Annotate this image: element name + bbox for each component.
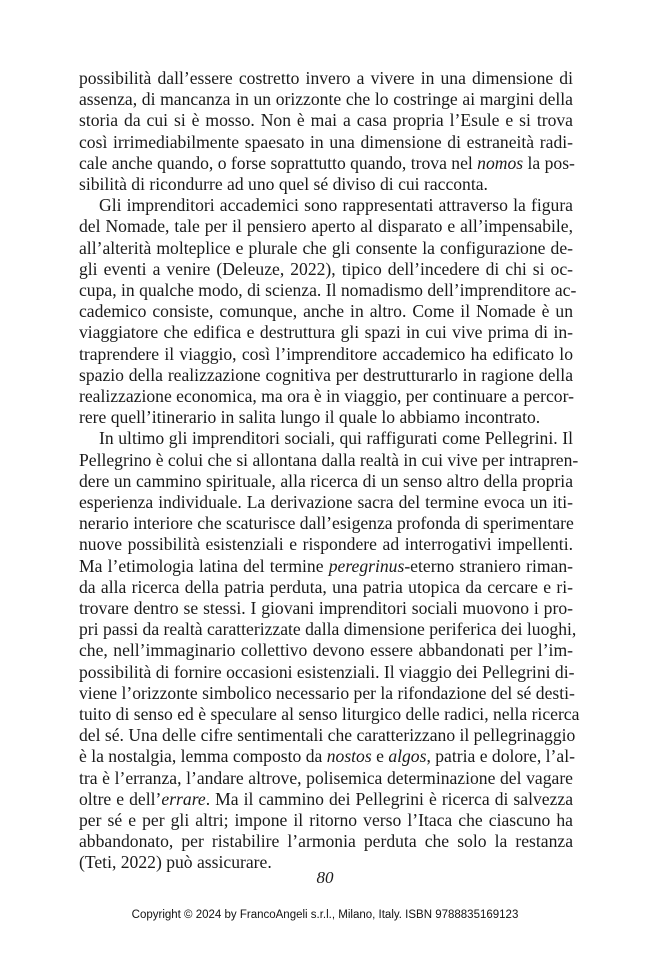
text-line [99,195,573,216]
text-line [79,619,577,640]
text-line [79,110,573,131]
text-line [79,322,573,343]
copyright-notice: Copyright © 2024 by FrancoAngeli s.r.l., Milano, Italy. ISBN 9788835169123 [131,909,519,921]
text-line [79,534,573,555]
text-line [79,598,573,619]
text-span: viaggiatore che edifica e destruttura gli spazi in cui vive prima di in- [79,322,573,343]
text-span: del sé. Una delle cifre sentimentali che caratterizzano il pellegrinaggio [79,725,576,746]
text-line [79,662,573,683]
text-line [79,513,573,534]
text-line [79,68,573,89]
text-span: Ma l’etimologia latina del termine [79,555,329,576]
text-line [79,449,579,471]
text-line [79,704,580,725]
text-span: abbandonato, per ristabilire l’armonia perduta che solo la restanza [79,831,573,852]
text-span: , patria e dolore, l’al- [426,746,575,767]
text-line [79,386,573,407]
text-line [79,216,573,237]
text-span: all’alterità molteplice e plurale che gli consente la configurazione de- [79,237,573,258]
text-line [79,556,573,577]
text-span: nuove possibilità esistenziali e rispondere ad interrogativi impellenti. [79,534,573,555]
italic-term: nomos [477,152,524,173]
text-line [79,280,577,301]
text-span: Pellegrino è colui che si allontana dalla realtà in cui vive per intrapren- [79,449,579,470]
text-span: Gli imprenditori accademici sono rappresentati attraverso la figura [99,195,573,216]
text-span: tra è l’erranza, l’andare altrove, polisemica determinazione del vagare [79,767,573,788]
text-span: possibilità di fornire occasioni esistenziali. Il viaggio dei Pellegrini di- [79,661,575,682]
text-span: che, nell’immaginario collettivo devono essere abbandonati per l’im- [79,640,573,661]
text-line [79,132,573,153]
text-span: trovare dentro se stessi. I giovani imprenditori sociali muovono i pro- [79,598,573,618]
text-line [79,89,573,110]
text-line [79,174,573,195]
text-line [79,831,573,852]
text-line [79,365,573,386]
text-span: viene l’orizzonte simbolico necessario per la rifondazione del sé desti- [79,682,575,703]
italic-term: nostos [326,746,372,767]
text-span: oltre e dell’ [79,788,162,809]
text-span: la pos- [523,152,575,173]
italic-term: algos [388,746,427,767]
text-span: da alla ricerca della patria perduta, una patria utopica da cercare e ri- [79,576,573,597]
text-line [79,471,573,492]
text-span: pri passi da realtà caratterizzate dalla dimensione periferica dei luoghi, [79,619,577,640]
text-span: è la nostalgia, lemma composto da [79,746,327,767]
text-line [79,746,573,767]
text-span: cale anche quando, o forse soprattutto quando, trova nel [79,152,478,173]
text-span: cademico consiste, comunque, anche in altro. Come il Nomade è un [79,301,573,322]
text-span: storia da cui si è mosso. Non è mai a casa propria l’Esule e si trova [79,110,573,131]
text-span: e [371,746,389,767]
text-line [79,810,573,831]
text-span: esperienza individuale. La derivazione sacra del termine evoca un iti- [79,492,573,512]
text-line [79,492,573,513]
text-span: realizzazione economica, ma ora è in viaggio, per continuare a percor- [79,386,574,406]
text-line [79,259,573,280]
text-span: assenza, di mancanza in un orizzonte che lo costringe ai margini della [79,89,573,110]
text-line [79,301,573,322]
italic-term: errare [161,788,206,809]
text-span: dere un cammino spirituale, alla ricerca di un senso altro della propria [79,470,573,491]
text-line [79,153,573,174]
text-line [79,768,573,789]
text-line [79,344,573,365]
text-line [99,428,573,449]
text-line [79,577,573,598]
text-line [79,238,573,259]
text-span: . Ma il cammino dei Pellegrini è ricerca di salvezza [205,788,574,809]
text-span: così irrimediabilmente spaesato in una dimensione di estraneità radi- [79,131,573,152]
text-span: In ultimo gli imprenditori sociali, qui raffigurati come Pellegrini. Il [99,428,573,449]
text-span: sibilità di ricondurre ad uno quel sé diviso di cui racconta. [79,174,488,194]
text-span: possibilità dall’essere costretto invero a vivere in una dimensione di [79,68,573,88]
text-span: gli eventi a venire (Deleuze, 2022), tipico dell’incedere di chi si oc- [79,258,573,279]
text-line [79,640,573,661]
text-line [79,683,573,704]
page-number: 80 [316,868,334,887]
text-span: del Nomade, tale per il pensiero aperto al disparato e all’impensabile, [79,216,573,237]
text-span: tuito di senso ed è speculare al senso liturgico delle radici, nella ricerca [79,704,580,724]
text-span: spazio della realizzazione cognitiva per destrutturarlo in ragione della [79,364,573,385]
text-line [79,407,573,428]
text-span: cupa, in qualche modo, di scienza. Il nomadismo dell’imprenditore ac- [79,280,577,300]
text-span: per sé e per gli altri; impone il ritorno verso l’Itaca che ciascuno ha [79,810,573,830]
text-span: (Teti, 2022) può assicurare. [79,852,272,873]
text-span: nerario interiore che scaturisce dall’esigenza profonda di sperimentare [79,513,574,534]
text-span: traprendere il viaggio, così l’imprenditore accademico ha edificato lo [79,343,573,364]
text-span: -eterno straniero riman- [404,555,573,576]
text-line [79,725,576,746]
text-line [79,789,573,810]
text-span: rere quell’itinerario in salita lungo il quale lo abbiamo incontrato. [79,407,541,428]
italic-term: peregrinus [328,555,405,576]
